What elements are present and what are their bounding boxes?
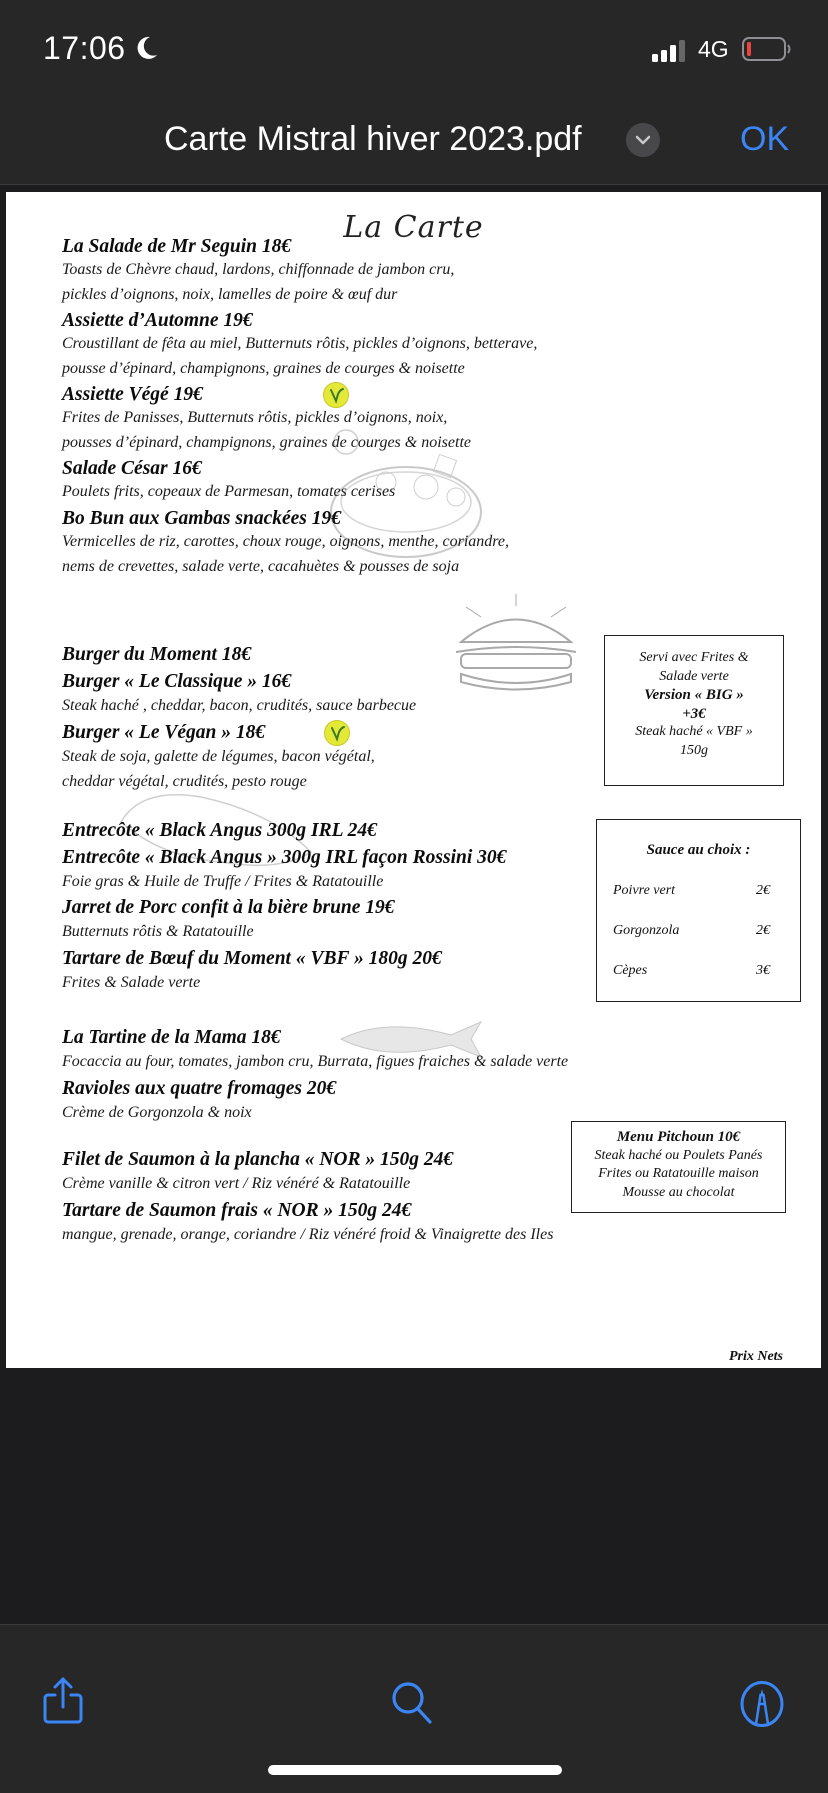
sauce-name: Gorgonzola <box>613 923 680 938</box>
pdf-page <box>6 192 821 1368</box>
document-title[interactable]: Carte Mistral hiver 2023.pdf <box>164 120 582 158</box>
sauce-price: 2€ <box>756 883 770 898</box>
dish-description: Foie gras & Huile de Truffe / Frites & Ratatouille <box>62 873 384 890</box>
dish-description: Croustillant de fêta au miel, Butternuts rôtis, pickles d’oignons, betterave, <box>62 335 538 352</box>
search-icon[interactable] <box>390 1680 436 1726</box>
dish-name: La Tartine de la Mama 18€ <box>62 1027 281 1048</box>
dish-name: Jarret de Porc confit à la bière brune 19€ <box>62 897 395 918</box>
sauce-price: 3€ <box>756 963 770 978</box>
dish-description: Frites de Panisses, Butternuts rôtis, pickles d’oignons, noix, <box>62 409 448 426</box>
menu-heading: La Carte <box>343 210 484 245</box>
dish-name: Burger du Moment 18€ <box>62 644 252 665</box>
dish-name: Entrecôte « Black Angus » 300g IRL façon Rossini 30€ <box>62 847 507 868</box>
dish-name: Tartare de Saumon frais « NOR » 150g 24€ <box>62 1200 412 1221</box>
box-line: Salade verte <box>659 668 729 684</box>
markup-pen-icon[interactable] <box>738 1680 786 1728</box>
dish-description: Butternuts rôtis & Ratatouille <box>62 923 254 940</box>
sauce-row <box>613 883 770 899</box>
battery-low-icon <box>742 37 792 61</box>
burger-illustration <box>446 592 586 697</box>
dish-name: Filet de Saumon à la plancha « NOR » 150g 24€ <box>62 1149 454 1170</box>
navigation-bar <box>0 100 828 185</box>
dish-name: Burger « Le Végan » 18€ <box>62 722 266 743</box>
dish-name: Entrecôte « Black Angus 300g IRL 24€ <box>62 820 377 841</box>
dish-description: Vermicelles de riz, carottes, choux rouge, oignons, menthe, coriandre, <box>62 533 510 550</box>
ok-button[interactable]: OK <box>740 120 790 158</box>
dish-description: Focaccia au four, tomates, jambon cru, Burrata, figues fraiches & salade verte <box>62 1053 569 1070</box>
box-line: Steak haché « VBF » <box>635 724 753 739</box>
dish-description: Toasts de Chèvre chaud, lardons, chiffonnade de jambon cru, <box>62 261 455 278</box>
burger-info-box <box>604 635 784 786</box>
sauce-row <box>613 963 770 979</box>
dish-name: La Salade de Mr Seguin 18€ <box>62 236 292 257</box>
dish-name: Tartare de Bœuf du Moment « VBF » 180g 20€ <box>62 948 442 969</box>
status-time: 17:06 <box>43 30 126 66</box>
dish-description: Frites & Salade verte <box>62 974 201 991</box>
sauce-price: 2€ <box>756 923 770 938</box>
dish-name: Assiette d’Automne 19€ <box>62 310 253 331</box>
cellular-signal-icon <box>652 40 688 62</box>
sauce-row <box>613 923 770 939</box>
kids-menu-box <box>571 1121 786 1213</box>
dish-name: Bo Bun aux Gambas snackées 19€ <box>62 508 341 529</box>
vegan-label-icon <box>324 720 350 746</box>
dish-description: Poulets frits, copeaux de Parmesan, tomates cerises <box>62 483 396 500</box>
dish-description: pickles d’oignons, noix, lamelles de poire & œuf dur <box>62 286 398 303</box>
box-line: Servi avec Frites & <box>639 650 749 665</box>
kids-menu-title: Menu Pitchoun 10€ <box>616 1129 741 1145</box>
dish-description: pousses d’épinard, champignons, graines de courges & noisette <box>62 434 471 451</box>
home-indicator[interactable] <box>268 1765 562 1775</box>
footer-note: Prix Nets <box>728 1349 783 1364</box>
box-line: +3€ <box>682 705 706 722</box>
box-line: 150g <box>680 742 708 758</box>
title-menu-button[interactable] <box>626 123 660 157</box>
box-line: Mousse au chocolat <box>622 1184 735 1200</box>
sauce-box <box>596 819 801 1002</box>
status-bar <box>0 0 828 100</box>
dish-name: Burger « Le Classique » 16€ <box>62 671 292 692</box>
dish-description: Crème vanille & citron vert / Riz vénéré & Ratatouille <box>62 1175 411 1192</box>
sauce-name: Poivre vert <box>613 883 676 898</box>
network-type: 4G <box>698 36 729 62</box>
share-icon[interactable] <box>42 1675 84 1725</box>
box-line: Version « BIG » <box>644 687 744 703</box>
pdf-viewer[interactable] <box>0 185 828 1624</box>
box-line: Frites ou Ratatouille maison <box>598 1166 759 1181</box>
dish-description: cheddar végétal, crudités, pesto rouge <box>62 773 307 790</box>
dish-description: mangue, grenade, orange, coriandre / Riz vénéré froid & Vinaigrette des Iles <box>62 1226 554 1243</box>
dish-name: Salade César 16€ <box>62 458 202 479</box>
dish-description: Crème de Gorgonzola & noix <box>62 1104 252 1121</box>
sauce-title: Sauce au choix : <box>646 842 751 858</box>
dish-description: nems de crevettes, salade verte, cacahuètes & pousses de soja <box>62 558 460 575</box>
moon-icon <box>136 36 158 60</box>
dish-description: Steak haché , cheddar, bacon, crudités, sauce barbecue <box>62 697 417 714</box>
sauce-name: Cèpes <box>613 963 648 978</box>
chevron-down-icon <box>626 123 660 157</box>
dish-description: Steak de soja, galette de légumes, bacon végétal, <box>62 748 375 765</box>
vegan-label-icon <box>323 382 349 408</box>
box-line: Steak haché ou Poulets Panés <box>594 1147 763 1163</box>
dish-description: pousse d’épinard, champignons, graines de courges & noisette <box>62 360 465 377</box>
dish-name: Assiette Végé 19€ <box>62 384 203 405</box>
dish-name: Ravioles aux quatre fromages 20€ <box>62 1078 337 1099</box>
